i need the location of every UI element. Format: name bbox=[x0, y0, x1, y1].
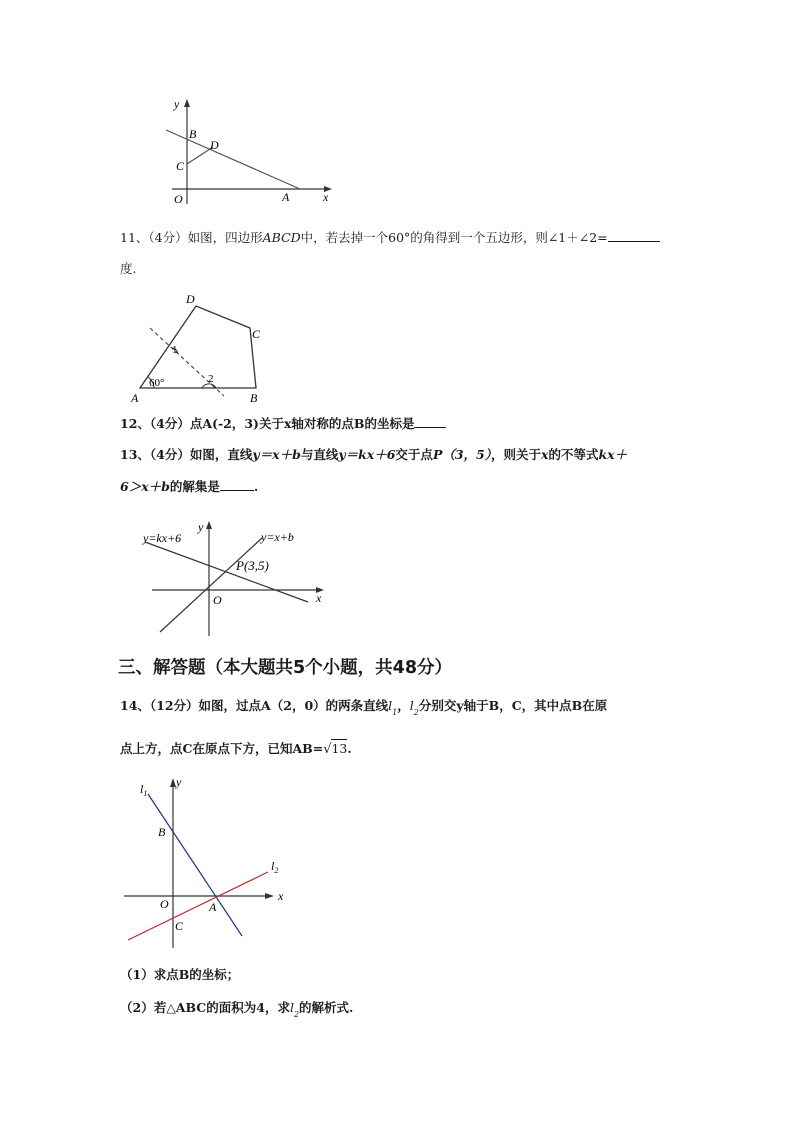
label-y: y bbox=[198, 520, 204, 534]
figure-q13 bbox=[140, 518, 340, 638]
q14-end: . bbox=[347, 741, 352, 756]
label-a: A bbox=[209, 900, 217, 914]
q11-text: 如图，四边形 bbox=[187, 230, 263, 245]
q13-p1: 如图，直线 bbox=[189, 447, 253, 462]
q14-p2: 分别交y轴于B，C，其中点B在原 bbox=[418, 698, 608, 713]
q14-l2: $l_2$ bbox=[409, 698, 419, 717]
label-x: x bbox=[278, 889, 284, 903]
label-x: x bbox=[316, 591, 322, 605]
question-11 bbox=[120, 229, 660, 247]
label-angle-2: 2 bbox=[208, 373, 214, 385]
q11-number: 11、（4分） bbox=[120, 230, 188, 245]
label-a: A bbox=[282, 190, 290, 204]
q13-number: 13、（4分） bbox=[120, 447, 190, 462]
q13-ineq2: 6＞x＋b bbox=[120, 479, 170, 494]
line-l1 bbox=[148, 794, 242, 936]
quadrilateral-abcd bbox=[140, 306, 256, 388]
q13-line1: y＝x＋b bbox=[252, 447, 301, 462]
q12-number: 12、（4分） bbox=[120, 416, 190, 431]
label-y: y bbox=[176, 775, 182, 789]
q11-text2: 中，若去掉一个60°的角得到一个五边形，则∠1＋∠2= bbox=[300, 230, 608, 245]
q14-sub2a: （2）若△ABC的面积为4，求 bbox=[120, 1000, 290, 1015]
q14-sep: ， bbox=[397, 698, 410, 713]
label-angle-60: 60° bbox=[149, 377, 165, 389]
label-o: O bbox=[160, 897, 169, 911]
q13-ineq1: kx＋ bbox=[598, 447, 628, 462]
question-14-part-1: （1）求点B的坐标； bbox=[120, 967, 240, 982]
label-c: C bbox=[252, 327, 261, 341]
q14-sub2-l2: $l_2$ bbox=[289, 1000, 300, 1019]
line-y-kx-6 bbox=[145, 542, 308, 602]
question-11-end: 度. bbox=[120, 261, 137, 276]
q12-answer-blank[interactable] bbox=[414, 415, 446, 428]
line-y-x-b bbox=[160, 538, 262, 632]
q13-p2: 与直线 bbox=[300, 447, 339, 462]
label-l1: $l_1$ bbox=[140, 782, 148, 798]
question-12 bbox=[120, 415, 446, 433]
line-ab bbox=[166, 130, 300, 189]
q13-end: . bbox=[253, 479, 259, 494]
q13-point: P（3，5） bbox=[432, 447, 491, 462]
q13-answer-blank[interactable] bbox=[220, 478, 254, 491]
label-c: C bbox=[175, 919, 184, 933]
label-line1: y=kx+6 bbox=[143, 531, 182, 545]
q13-p6: 的解集是 bbox=[169, 479, 220, 494]
label-a: A bbox=[131, 391, 139, 405]
q11-answer-blank[interactable] bbox=[608, 229, 660, 242]
q11-shape: ABCD bbox=[262, 230, 301, 245]
q13-p3: 交于点 bbox=[395, 447, 433, 462]
figure-q10 bbox=[160, 96, 340, 210]
section-3-title: 三、解答题（本大题共5个小题，共48分） bbox=[118, 658, 453, 678]
label-y: y bbox=[174, 97, 180, 111]
sqrt-13: √13 bbox=[323, 741, 348, 757]
figure-q14 bbox=[118, 770, 298, 952]
question-14 bbox=[120, 697, 607, 722]
question-14-part-2 bbox=[120, 999, 353, 1024]
q13-p5: 的不等式 bbox=[548, 447, 599, 462]
figure-q11 bbox=[128, 290, 278, 406]
label-b: B bbox=[189, 127, 197, 141]
label-d: D bbox=[210, 138, 219, 152]
question-13 bbox=[120, 446, 627, 464]
q14-p3: 点上方，点C在原点下方，已知AB= bbox=[120, 741, 324, 756]
q12-text: 点A(-2，3)关于x轴对称的点B的坐标是 bbox=[189, 416, 415, 431]
question-13-line2 bbox=[120, 478, 258, 496]
label-d: D bbox=[186, 292, 195, 306]
label-c: C bbox=[176, 159, 185, 173]
q13-var: x bbox=[541, 447, 549, 462]
q13-p4: ，则关于 bbox=[490, 447, 541, 462]
label-l2: $l_2$ bbox=[271, 859, 279, 875]
line-l2 bbox=[128, 872, 268, 940]
x-axis-arrow bbox=[265, 893, 274, 899]
q13-line2: y＝kx＋6 bbox=[338, 447, 396, 462]
q14-p1: 如图，过点A（2，0）的两条直线 bbox=[198, 698, 389, 713]
label-b: B bbox=[158, 825, 166, 839]
label-point-p: P(3,5) bbox=[236, 558, 269, 573]
y-axis-arrow bbox=[184, 99, 190, 107]
y-axis-arrow bbox=[206, 521, 212, 529]
label-x: x bbox=[323, 190, 329, 204]
label-line2: y=x+b bbox=[261, 530, 294, 544]
question-14-line2 bbox=[120, 740, 352, 759]
q14-l1: $l_1$ bbox=[388, 698, 398, 717]
q14-sub2b: 的解析式. bbox=[299, 1000, 354, 1015]
label-o: O bbox=[174, 192, 183, 206]
label-angle-1: 1 bbox=[172, 344, 178, 356]
q14-number: 14、（12分） bbox=[120, 698, 199, 713]
label-b: B bbox=[250, 391, 258, 405]
label-o: O bbox=[213, 593, 222, 607]
